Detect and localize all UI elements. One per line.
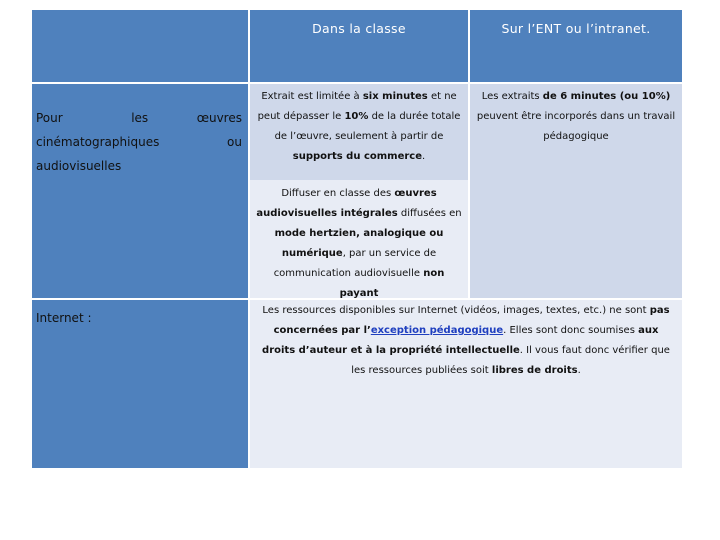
classe-extract-cell: [250, 84, 468, 180]
label-word-cinema: cinématographiques: [36, 135, 160, 149]
ent-extract-text: Les extraits de 6 minutes (ou 10%) peuvent être incorporés dans un travail pédagogique: [476, 91, 676, 142]
header-classe-label: Dans la classe: [312, 21, 406, 36]
label-word-oeuvres: œuvres: [196, 111, 242, 125]
classe-integral-text: Diffuser en classe des œuvres audiovisuelles intégrales diffusées en mode hertzien, analogique ou numérique, par un service de communication audiovisuelle non payant: [256, 188, 462, 299]
label-internet: Internet :: [36, 311, 92, 325]
header-ent-cell: [470, 10, 682, 82]
row-label-cinema-cell: [32, 84, 248, 298]
header-classe-cell: [250, 10, 468, 82]
ent-extract-cell: [470, 84, 682, 298]
row-label-internet-cell: [32, 300, 248, 468]
label-word-les: les: [131, 111, 149, 125]
label-word-ou: ou: [227, 135, 242, 149]
internet-text: Les ressources disponibles sur Internet (vidéos, images, textes, etc.) ne sont pas concernées par l’exception pédagogique. Elles sont donc soumises aux droits d’auteur et à la propriété intellectuelle. Il vous faut donc vérifier que les ressources publiées soit libres de droits.: [262, 305, 670, 376]
classe-extract-text: Extrait est limitée à six minutes et ne peut dépasser le 10% de la durée totale de l’œuvre, seulement à partir de supports du commerce.: [257, 91, 461, 162]
header-corner-cell: [32, 10, 248, 82]
internet-text-cell: [250, 300, 682, 468]
label-word-audio: audiovisuelles: [36, 159, 122, 173]
label-word-pour: Pour: [36, 111, 63, 125]
exception-pedagogique-link[interactable]: exception pédagogique: [370, 325, 504, 336]
header-ent-label: Sur l’ENT ou l’intranet.: [501, 21, 651, 36]
classe-integral-cell: [250, 180, 468, 298]
